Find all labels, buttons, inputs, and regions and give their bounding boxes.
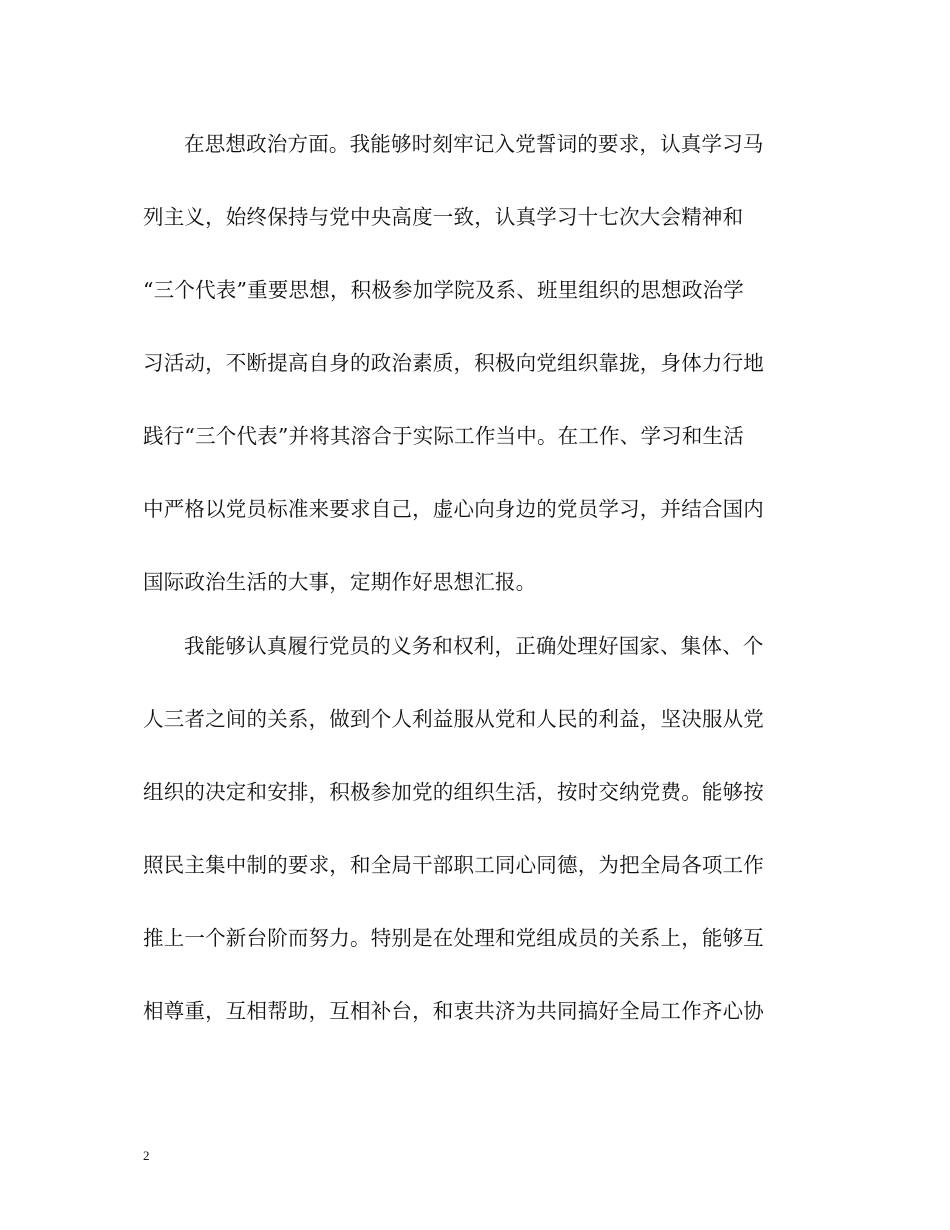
paragraph-1-line-4: 习活动，不断提高自身的政治素质，积极向党组织靠拢，身体力行地 bbox=[143, 351, 764, 375]
page-number: 2 bbox=[143, 1148, 150, 1163]
paragraph-1-line-6: 中严格以党员标准来要求自己，虚心向身边的党员学习，并结合国内 bbox=[143, 497, 764, 521]
paragraph-1-line-7: 国际政治生活的大事，定期作好思想汇报。 bbox=[143, 570, 537, 594]
paragraph-1-line-3: “三个代表”重要思想，积极参加学院及系、班里组织的思想政治学 bbox=[143, 278, 744, 302]
paragraph-1-line-2: 列主义，始终保持与党中央高度一致，认真学习十七次大会精神和 bbox=[143, 205, 744, 229]
paragraph-2-line-6: 相尊重，互相帮助，互相补台，和衷共济为共同搞好全局工作齐心协 bbox=[143, 999, 764, 1023]
paragraph-1-line-5: 践行“三个代表”并将其溶合于实际工作当中。在工作、学习和生活 bbox=[143, 424, 744, 448]
paragraph-2-line-1: 我能够认真履行党员的义务和权利，正确处理好国家、集体、个 bbox=[184, 634, 764, 658]
paragraph-2-line-4: 照民主集中制的要求，和全局干部职工同心同德，为把全局各项工作 bbox=[143, 853, 764, 877]
paragraph-2-line-5: 推上一个新台阶而努力。特别是在处理和党组成员的关系上，能够互 bbox=[143, 926, 764, 950]
paragraph-2-line-2: 人三者之间的关系，做到个人利益服从党和人民的利益，坚决服从党 bbox=[143, 707, 764, 731]
paragraph-1-line-1: 在思想政治方面。我能够时刻牢记入党誓词的要求，认真学习马 bbox=[184, 132, 764, 156]
document-body bbox=[143, 124, 803, 1064]
paragraph-2-line-3: 组织的决定和安排，积极参加党的组织生活，按时交纳党费。能够按 bbox=[143, 780, 764, 804]
